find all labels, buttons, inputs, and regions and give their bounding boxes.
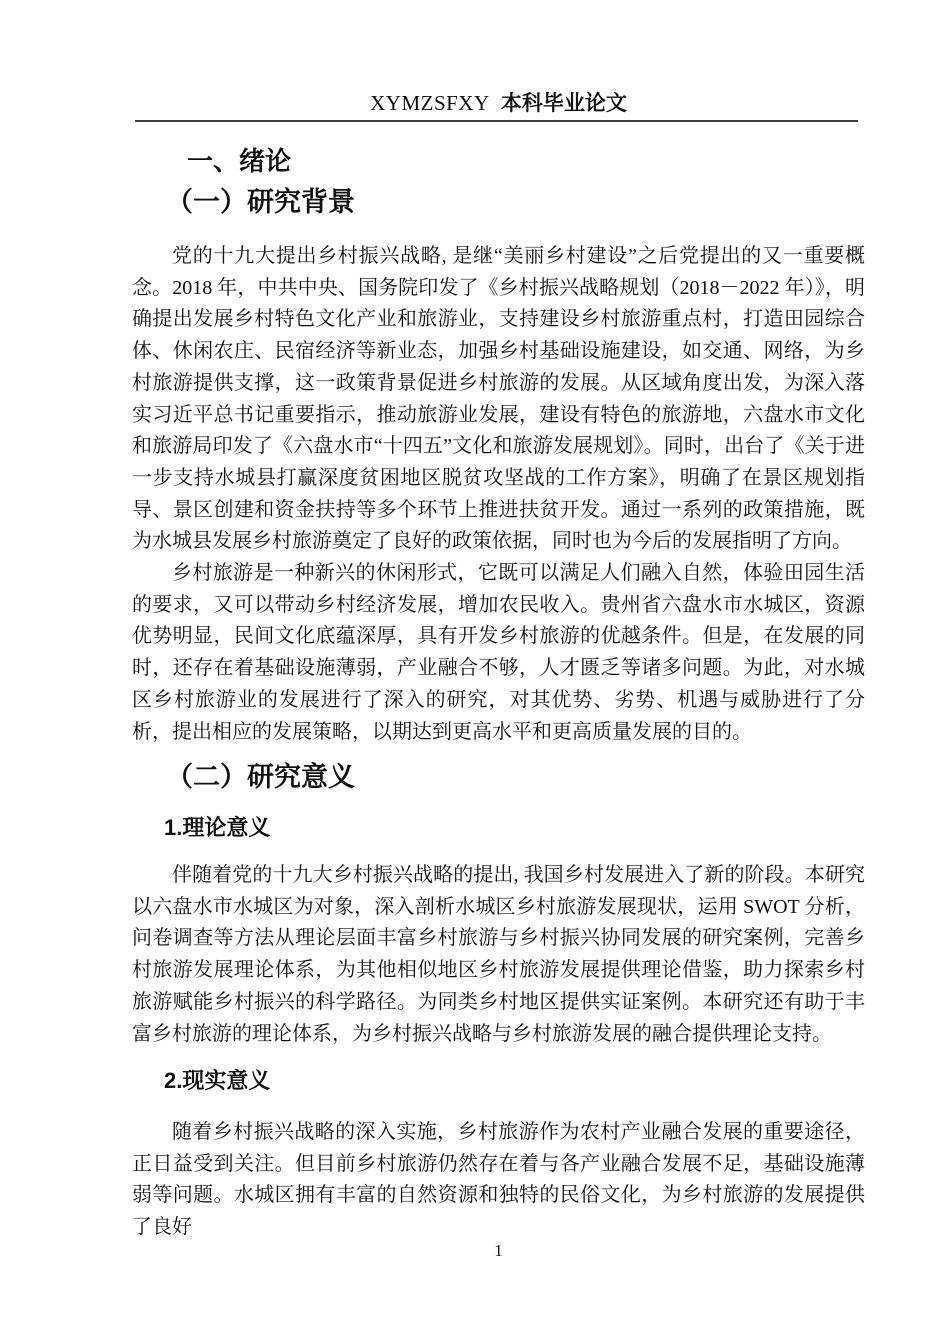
paragraph-research-background-1: 党的十九大提出乡村振兴战略, 是继“美丽乡村建设”之后党提出的又一重要概念。2018 年，中共中央、国务院印发了《乡村振兴战略规划（2018－2022 年）》，明确提出发展乡村特色文化产业和旅游业，支持建设乡村旅游重点村，打造田园综合体、休闲农庄、民宿经济等新业态，加强乡村基础设施建设，如交通、网络，为乡村旅游提供支撑，这一政策背景促进乡村旅游的发展。从区域角度出发，为深入落实习近平总书记重要指示，推动旅游业发展，建设有特色的旅游地，六盘水市文化和旅游局印发了《六盘水市“十四五”文化和旅游发展规划》。同时，出台了《关于进一步支持水城县打赢深度贫困地区脱贫攻坚战的工作方案》，明确了在景区规划指导、景区创建和资金扶持等多个环节上推进扶贫开发。通过一系列的政策措施，既为水城县发展乡村旅游奠定了良好的政策依据，同时也为今后的发展指明了方向。 xyxy=(132,245,865,553)
paragraph-research-background-2: 乡村旅游是一种新兴的休闲形式，它既可以满足人们融入自然，体验田园生活的要求，又可以带动乡村经济发展，增加农民收入。贵州省六盘水市水城区，资源优势明显，民间文化底蕴深厚，具有开发乡村旅游的优越条件。但是，在发展的同时，还存在着基础设施薄弱，产业融合不够，人才匮乏等诸多问题。为此，对水城区乡村旅游业的发展进行了深入的研究，对其优势、劣势、机遇与威胁进行了分析，提出相应的发展策略，以期达到更高水平和更高质量发展的目的。 xyxy=(132,562,865,743)
header-school-code: XYMZSFXY xyxy=(370,91,490,115)
header-divider-line xyxy=(135,120,858,122)
chapter-heading: 一、绪论 xyxy=(187,146,292,176)
subsection-heading-practical-significance: 2.现实意义 xyxy=(164,1068,271,1093)
paragraph-theoretical-significance: 伴随着党的十九大乡村振兴战略的提出, 我国乡村发展进入了新的阶段。本研究以六盘水市水城区为对象，深入剖析水城区乡村旅游发展现状，运用 SWOT 分析，问卷调查等方法从理论层面丰富乡村旅游与乡村振兴协同发展的研究案例，完善乡村旅游发展理论体系，为其他相似地区乡村旅游发展提供理论借鉴，助力探索乡村旅游赋能乡村振兴的科学路径。为同类乡村地区提供实证案例。本研究还有助于丰富乡村旅游的理论体系，为乡村振兴战略与乡村旅游发展的融合提供理论支持。 xyxy=(132,864,865,1045)
page-number: 1 xyxy=(494,1241,503,1260)
header-document-type: 本科毕业论文 xyxy=(500,91,627,115)
section-heading-research-significance: （二）研究意义 xyxy=(166,762,355,792)
paragraph-practical-significance: 随着乡村振兴战略的深入实施，乡村旅游作为农村产业融合发展的重要途径，正日益受到关注。但目前乡村旅游仍然存在着与各产业融合发展不足，基础设施薄弱等问题。水城区拥有丰富的自然资源和独特的民俗文化，为乡村旅游的发展提供了良好 xyxy=(132,1121,865,1239)
section-heading-research-background: （一）研究背景 xyxy=(166,187,355,217)
subsection-heading-theoretical-significance: 1.理论意义 xyxy=(164,815,271,840)
page-header xyxy=(132,90,865,116)
